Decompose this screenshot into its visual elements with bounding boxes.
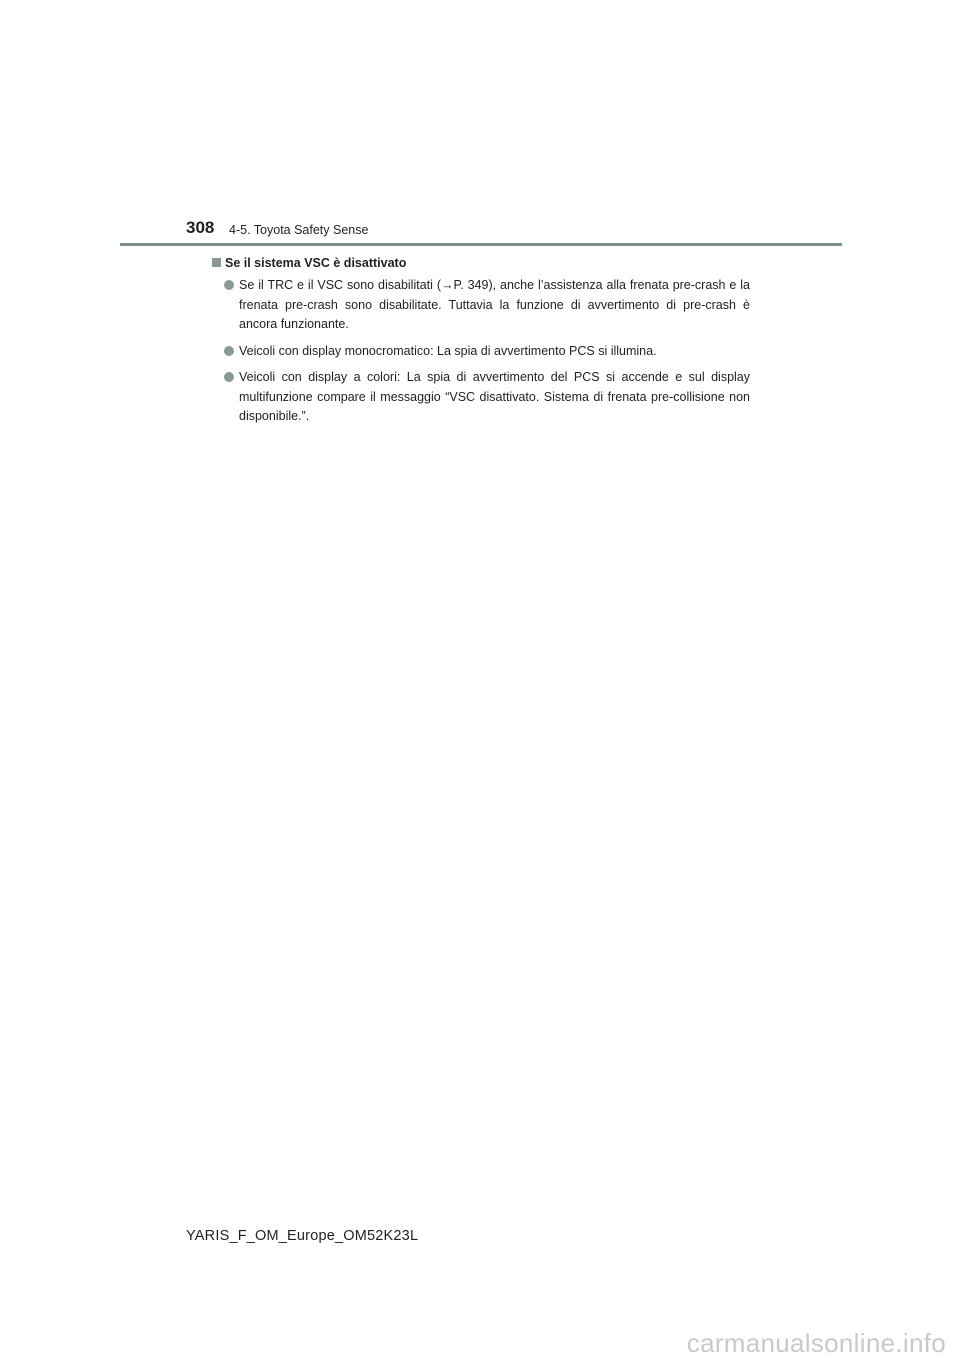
subheading bbox=[212, 255, 406, 271]
list-item bbox=[222, 276, 750, 335]
header-rule bbox=[120, 243, 842, 246]
list-item-text: Se il TRC e il VSC sono disabilitati (→P. 349), anche l’assistenza alla frenata pre-crash e la frenata pre-crash sono disabilitate. Tuttavia la funzione di avvertimento di pre-crash è ancora funzionante. bbox=[239, 278, 750, 331]
circle-bullet-icon bbox=[224, 346, 234, 356]
circle-bullet-icon bbox=[224, 280, 234, 290]
bullet-list bbox=[222, 276, 750, 434]
footer-doc-code: YARIS_F_OM_Europe_OM52K23L bbox=[186, 1228, 419, 1244]
watermark: carmanualsonline.info bbox=[686, 1328, 946, 1358]
list-item-text: Veicoli con display monocromatico: La spia di avvertimento PCS si illumina. bbox=[239, 343, 657, 358]
list-item-text: Veicoli con display a colori: La spia di avvertimento del PCS si accende e sul display multifunzione compare il messaggio “VSC disattivato. Sistema di frenata pre-collisione non disponibile.”. bbox=[239, 370, 750, 423]
page-number: 308 bbox=[186, 218, 215, 237]
section-title: 4-5. Toyota Safety Sense bbox=[229, 223, 369, 237]
subheading-text: Se il sistema VSC è disattivato bbox=[225, 256, 407, 270]
circle-bullet-icon bbox=[224, 372, 234, 382]
list-item bbox=[222, 342, 750, 362]
list-item bbox=[222, 368, 750, 427]
square-bullet-icon bbox=[212, 258, 221, 267]
